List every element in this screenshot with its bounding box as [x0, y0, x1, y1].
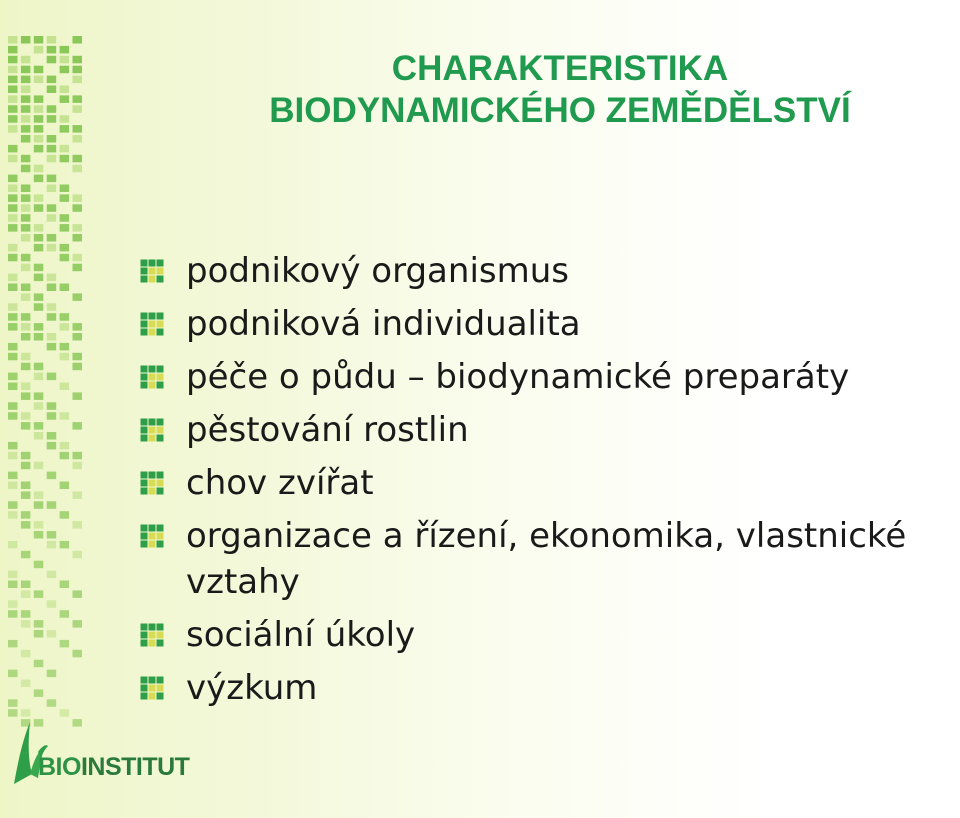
list-item: [140, 301, 960, 347]
logo-text-bio: BIO: [38, 753, 81, 781]
list-item: [140, 460, 960, 506]
list-item: [140, 354, 960, 400]
title-line-1: CHARAKTERISTIKA: [391, 49, 729, 88]
list-item: [140, 612, 960, 658]
list-item-text: podniková individualita: [186, 304, 581, 344]
grid-square-icon: [140, 418, 164, 442]
list-item: [140, 665, 960, 711]
grid-square-icon: [140, 365, 164, 389]
list-item-text: chov zvířat: [186, 463, 374, 503]
grid-square-icon: [140, 312, 164, 336]
grid-square-icon: [140, 259, 164, 283]
logo-text: [38, 752, 189, 782]
list-item: [140, 513, 960, 605]
list-item-text: výzkum: [186, 668, 318, 708]
list-item: [140, 248, 960, 294]
bullet-list: [140, 248, 960, 718]
page-title: [180, 48, 940, 132]
list-item: [140, 407, 960, 453]
grid-square-icon: [140, 623, 164, 647]
list-item-text: pěstování rostlin: [186, 410, 469, 450]
grid-square-icon: [140, 676, 164, 700]
title-line-2: BIODYNAMICKÉHO ZEMĚDĚLSTVÍ: [269, 91, 851, 130]
grid-square-icon: [140, 471, 164, 495]
list-item-text: podnikový organismus: [186, 251, 569, 291]
grid-square-icon: [140, 524, 164, 548]
list-item-text: organizace a řízení, ekonomika, vlastnické vztahy: [186, 516, 907, 602]
list-item-text: sociální úkoly: [186, 615, 416, 655]
logo-text-institut: INSTITUT: [80, 753, 190, 781]
list-item-text: péče o půdu – biodynamické preparáty: [186, 357, 850, 397]
pixel-column-decoration: [8, 36, 86, 736]
